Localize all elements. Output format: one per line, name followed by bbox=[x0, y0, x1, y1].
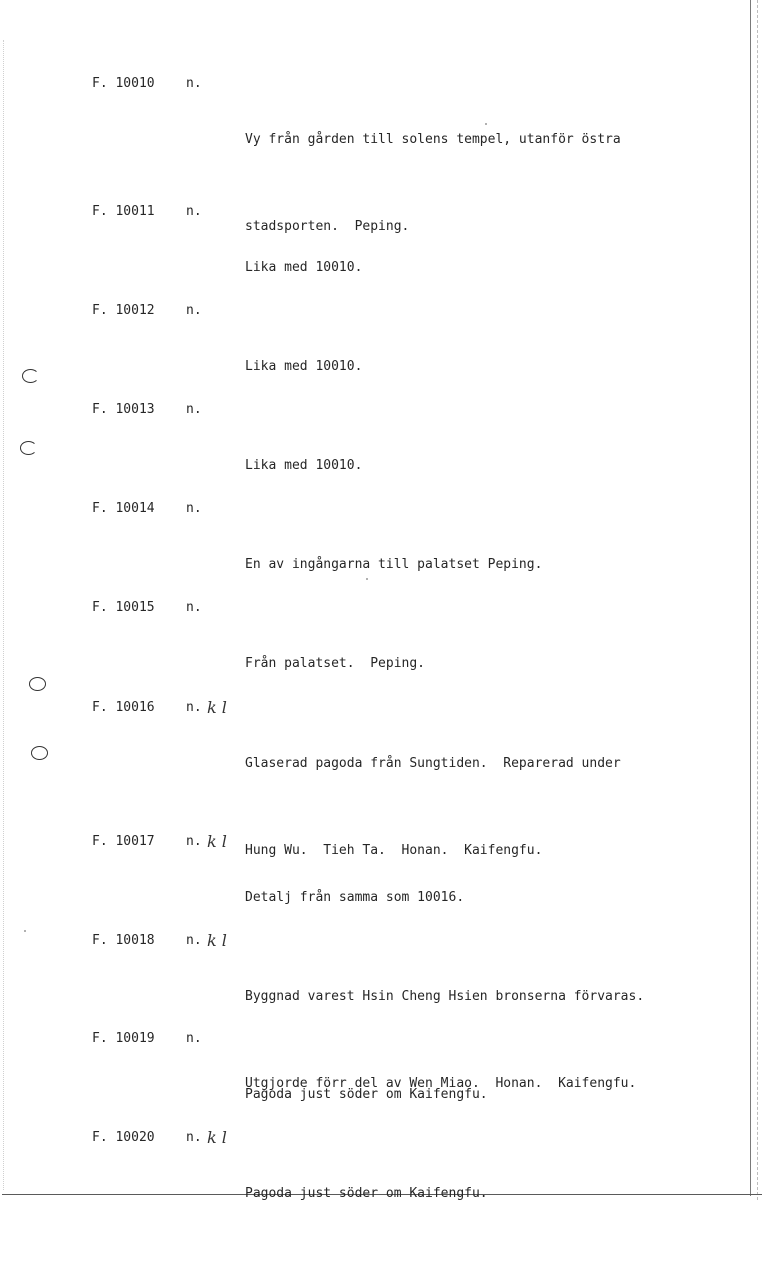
entry-type: n. bbox=[186, 1130, 202, 1145]
entry-type: n. bbox=[186, 204, 202, 219]
handwritten-mark: k l bbox=[207, 931, 227, 950]
entry-number: F. 10010 bbox=[92, 76, 155, 91]
handwritten-mark: k l bbox=[207, 1128, 227, 1147]
punch-hole-icon bbox=[31, 746, 48, 760]
entry-type: n. bbox=[186, 700, 202, 715]
entry-number: F. 10016 bbox=[92, 700, 155, 715]
entry-number: F. 10018 bbox=[92, 933, 155, 948]
entry-type: n. bbox=[186, 834, 202, 849]
description-line: Byggnad varest Hsin Cheng Hsien bronserna förvaras. bbox=[245, 989, 645, 1004]
entry-number: F. 10020 bbox=[92, 1130, 155, 1145]
entry-type: n. bbox=[186, 501, 202, 516]
entry-description bbox=[245, 1124, 695, 1267]
description-line: Utgjorde förr del av Wen Miao. Honan. Kaifengfu. bbox=[245, 1076, 637, 1091]
page-right-edge bbox=[750, 0, 751, 1196]
description-line: Glaserad pagoda från Sungtiden. Reparerad under bbox=[245, 756, 621, 771]
description-line: Lika med 10010. bbox=[245, 260, 363, 275]
description-line: Detalj från samma som 10016. bbox=[245, 890, 465, 905]
entry-type: n. bbox=[186, 600, 202, 615]
description-line: stadsporten. Peping. bbox=[245, 219, 410, 234]
description-line: Hung Wu. Tieh Ta. Honan. Kaifengfu. bbox=[245, 843, 543, 858]
entry-type: n. bbox=[186, 1031, 202, 1046]
punch-hole-icon bbox=[29, 677, 46, 691]
handwritten-mark: k l bbox=[207, 698, 227, 717]
entry-number: F. 10019 bbox=[92, 1031, 155, 1046]
paper-speck bbox=[24, 930, 26, 932]
handwritten-mark: k l bbox=[207, 832, 227, 851]
description-line: En av ingångarna till palatset Peping. bbox=[245, 557, 543, 572]
entry-number: F. 10015 bbox=[92, 600, 155, 615]
entry-type: n. bbox=[186, 933, 202, 948]
punch-hole-icon bbox=[20, 441, 37, 455]
entry-number: F. 10012 bbox=[92, 303, 155, 318]
entry-number: F. 10014 bbox=[92, 501, 155, 516]
description-line: Pagoda just söder om Kaifengfu. bbox=[245, 1186, 488, 1201]
description-line: Lika med 10010. bbox=[245, 458, 363, 473]
entry-number: F. 10013 bbox=[92, 402, 155, 417]
punch-hole-icon bbox=[22, 369, 39, 383]
page-right-margin bbox=[757, 0, 758, 1200]
entry-number: F. 10017 bbox=[92, 834, 155, 849]
entry-type: n. bbox=[186, 76, 202, 91]
description-line: Pagoda just söder om Kaifengfu. bbox=[245, 1087, 488, 1102]
entry-type: n. bbox=[186, 303, 202, 318]
entry-number: F. 10011 bbox=[92, 204, 155, 219]
description-line: Lika med 10010. bbox=[245, 359, 363, 374]
page-left-edge bbox=[3, 40, 4, 1190]
description-line: Vy från gården till solens tempel, utanför östra bbox=[245, 132, 621, 147]
entry-type: n. bbox=[186, 402, 202, 417]
description-line: Från palatset. Peping. bbox=[245, 656, 426, 671]
